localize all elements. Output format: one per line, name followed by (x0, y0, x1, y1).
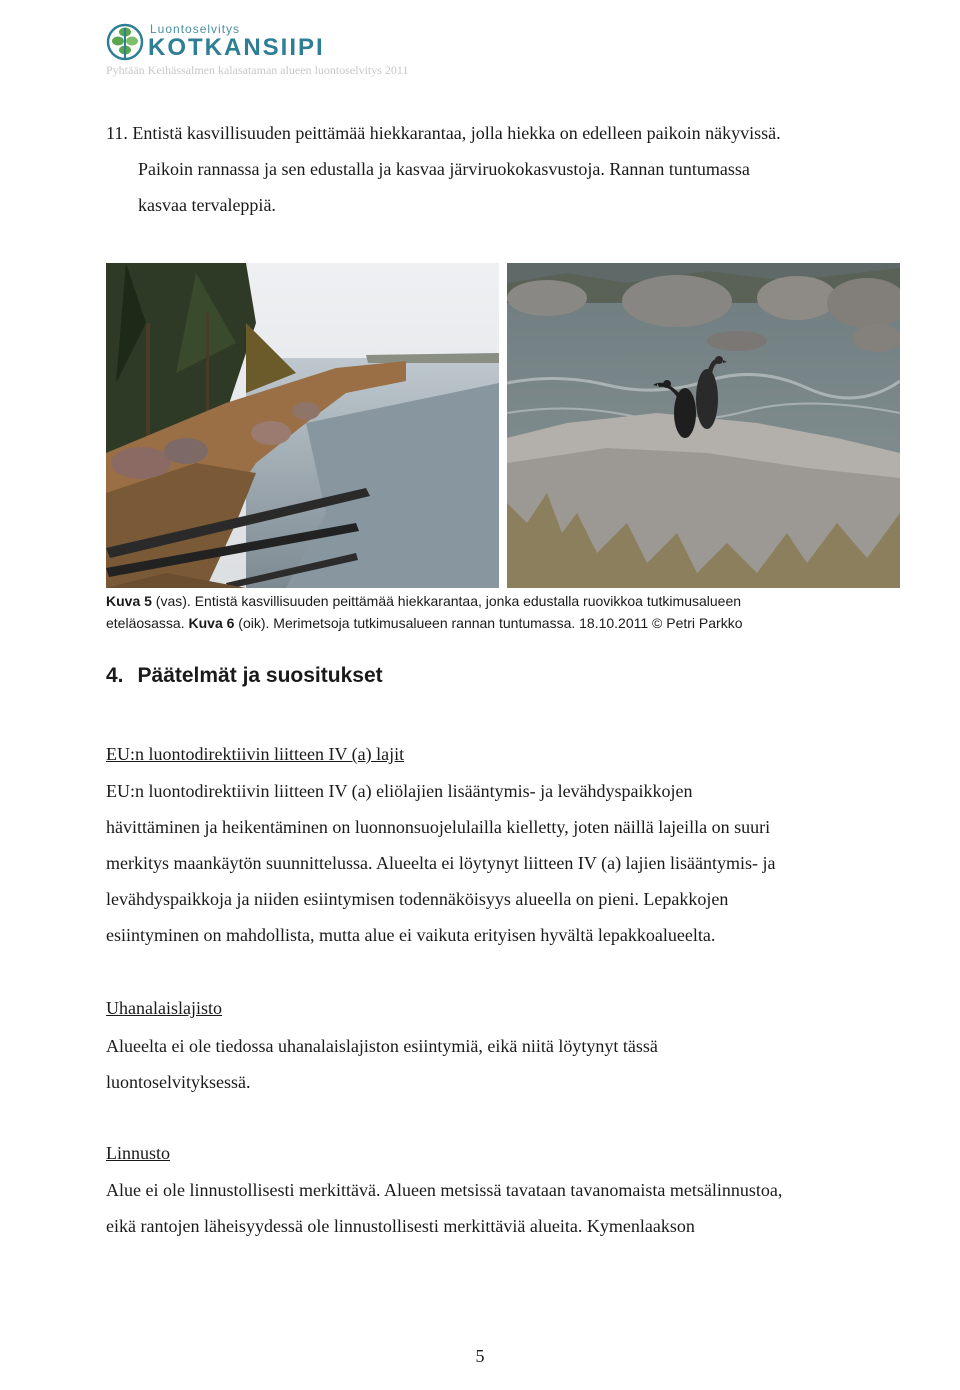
uhanalais-line-2: luontoselvityksessä. (106, 1072, 251, 1092)
cormorant-photo (507, 263, 900, 588)
eu-line-5: esiintyminen on mahdollista, mutta alue ei vaikuta erityisen hyvältä lepakkoalueelta. (106, 925, 716, 945)
item-11-line-3: kasvaa tervaleppiä. (138, 195, 276, 215)
birdlife-paragraph (106, 1172, 782, 1244)
section-title: Päätelmät ja suositukset (137, 664, 383, 687)
item-11-paragraph (106, 115, 781, 223)
eu-directive-heading: EU:n luontodirektiivin liitteen IV (a) lajit (106, 744, 405, 764)
uhanalais-line-1: Alueelta ei ole tiedossa uhanalaislajiston esiintymiä, eikä niitä löytynyt tässä (106, 1036, 658, 1056)
section-number: 4. (106, 664, 124, 687)
item-11-line-1: 11. Entistä kasvillisuuden peittämää hiekkarantaa, jolla hiekka on edelleen paikoin näkyvissä. (106, 123, 781, 143)
caption-kuva6-text: (oik). Merimetsoja tutkimusalueen rannan tuntumassa. 18.10.2011 © Petri Parkko (234, 615, 743, 631)
item-11-line-2: Paikoin rannassa ja sen edustalla ja kasvaa järviruokokasvustoja. Rannan tuntumassa (138, 159, 750, 179)
page-number: 5 (475, 1346, 485, 1366)
birdlife-heading: Linnusto (106, 1143, 171, 1163)
threatened-species-paragraph (106, 1028, 658, 1100)
kotkansiipi-logo-icon (106, 20, 144, 64)
caption-kuva5-label: Kuva 5 (106, 593, 152, 609)
caption-kuva5-text: (vas). Entistä kasvillisuuden peittämää hiekkarantaa, jonka edustalla ruovikkoa tutkimusalueen (151, 593, 742, 609)
linnusto-line-2: eikä rantojen läheisyydessä ole linnustollisesti merkittäviä alueita. Kymenlaakson (106, 1216, 695, 1236)
caption-kuva6-label: Kuva 6 (188, 615, 235, 631)
logo-title: KOTKANSIIPI (148, 34, 325, 61)
section-heading (106, 664, 383, 688)
logo-subtitle: Luontoselvitys (150, 22, 241, 36)
header-caption: Pyhtään Keihässalmen kalasataman alueen luontoselvitys 2011 (106, 63, 409, 77)
caption-line-1 (106, 590, 743, 612)
threatened-species-heading: Uhanalaislajisto (106, 998, 222, 1018)
shore-photo (106, 263, 499, 588)
eu-directive-paragraph (106, 773, 776, 953)
eu-line-3: merkitys maankäytön suunnittelussa. Alueelta ei löytynyt liitteen IV (a) lajien lisääntymis- ja (106, 853, 776, 873)
eu-line-4: levähdyspaikkoja ja niiden esiintymisen todennäköisyys alueella on pieni. Lepakkojen (106, 889, 729, 909)
eu-line-1: EU:n luontodirektiivin liitteen IV (a) eliölajien lisääntymis- ja levähdyspaikkojen (106, 781, 693, 801)
eu-line-2: hävittäminen ja heikentäminen on luonnonsuojelulailla kielletty, joten näillä lajeilla on suuri (106, 817, 771, 837)
caption-line-2 (106, 612, 743, 634)
linnusto-line-1: Alue ei ole linnustollisesti merkittävä. Alueen metsissä tavataan tavanomaista metsälinnustoa, (106, 1180, 783, 1200)
photo-caption (106, 590, 743, 634)
caption-line-2-start: eteläosassa. (106, 615, 189, 631)
